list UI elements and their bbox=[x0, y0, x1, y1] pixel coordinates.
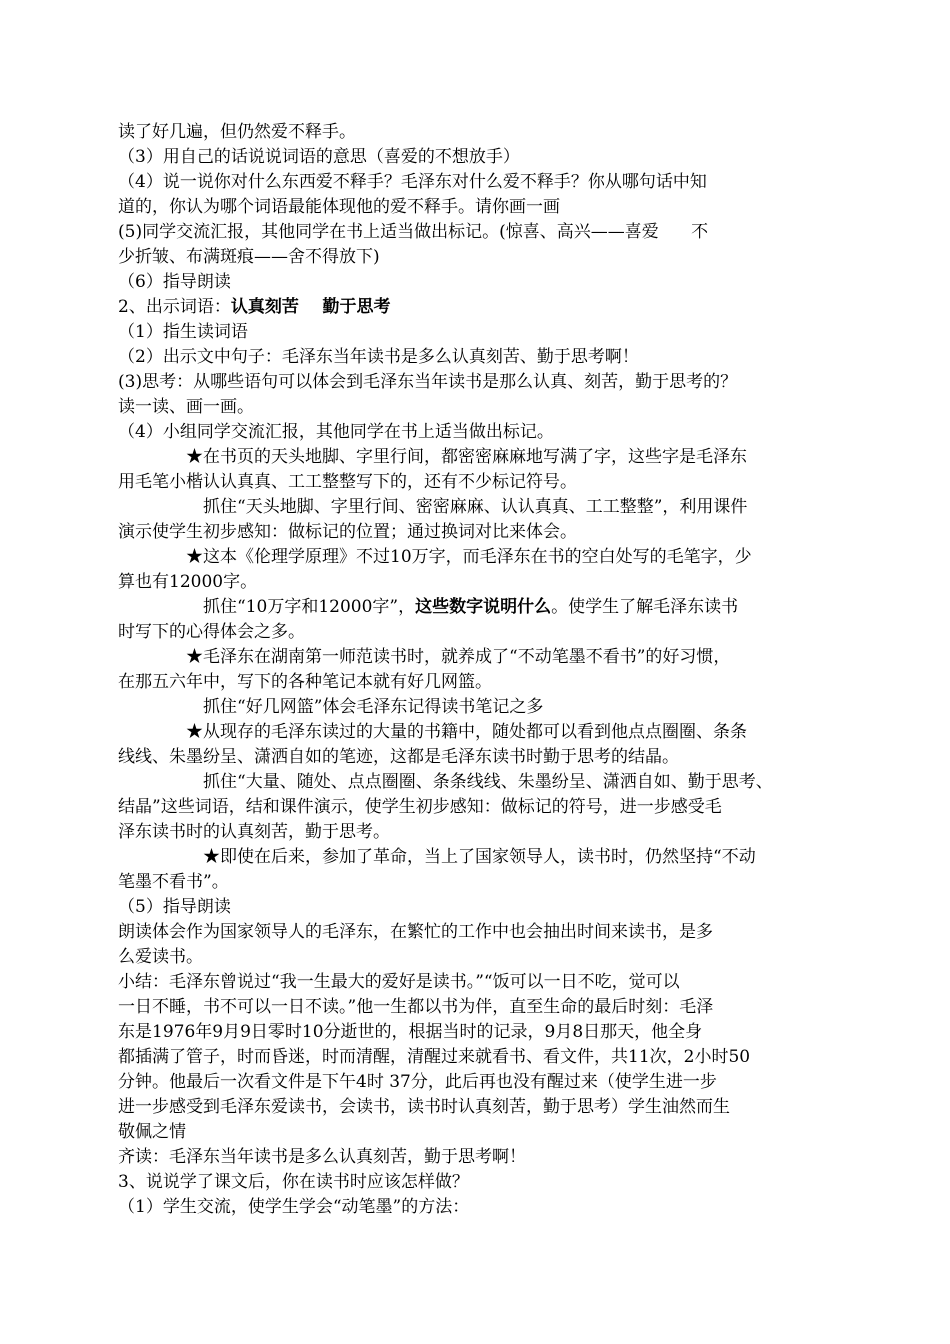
text-line: 用毛笔小楷认认真真、工工整整写下的，还有不少标记符号。 bbox=[118, 472, 577, 492]
text-line: 进一步感受到毛泽东爱读书，会读书，读书时认真刻苦，勤于思考）学生油然而生 bbox=[118, 1097, 730, 1117]
text-line: (5)同学交流汇报，其他同学在书上适当做出标记。(惊喜、高兴——喜爱 不 bbox=[118, 222, 709, 242]
text-line: 笔墨不看书”。 bbox=[118, 872, 229, 892]
star-item: ★这本《伦理学原理》不过10万字，而毛泽东在书的空白处写的毛笔字，少 bbox=[186, 547, 752, 567]
analysis-suffix: 。使学生了解毛泽东读书 bbox=[551, 597, 739, 617]
star-item: ★从现存的毛泽东读过的大量的书籍中，随处都可以看到他点点圈圈、条条 bbox=[186, 722, 747, 742]
text-line: 算也有12000字。 bbox=[118, 572, 258, 592]
text-line: 敬佩之情 bbox=[118, 1122, 186, 1142]
text-line: （4）小组同学交流汇报，其他同学在书上适当做出标记。 bbox=[118, 422, 554, 442]
text-line: 朗读体会作为国家领导人的毛泽东，在繁忙的工作中也会抽出时间来读书，是多 bbox=[118, 922, 713, 942]
text-line: 泽东读书时的认真刻苦，勤于思考。 bbox=[118, 822, 390, 842]
heading-prefix: 2、出示词语： bbox=[118, 297, 231, 317]
text-line: 在那五六年中，写下的各种笔记本就有好几网篮。 bbox=[118, 672, 492, 692]
section-heading-2 bbox=[118, 295, 818, 320]
text-line: （1）学生交流，使学生学会“动笔墨”的方法： bbox=[118, 1197, 470, 1217]
analysis-question: 这些数字说明什么 bbox=[415, 597, 552, 617]
text-line: 分钟。他最后一次看文件是下午4时 37分，此后再也没有醒过来（使学生进一步 bbox=[118, 1072, 717, 1092]
analysis-line bbox=[118, 595, 818, 620]
text-line: （2）出示文中句子：毛泽东当年读书是多么认真刻苦、勤于思考啊！ bbox=[118, 347, 639, 367]
text-line: 一日不睡，书不可以一日不读。”他一生都以书为伴，直至生命的最后时刻：毛泽 bbox=[118, 997, 714, 1017]
star-item: ★即使在后来，参加了革命，当上了国家领导人，读书时，仍然坚持“不动 bbox=[203, 847, 756, 867]
text-line: 读了好几遍，但仍然爱不释手。 bbox=[118, 122, 356, 142]
key-words: 认真刻苦 勤于思考 bbox=[230, 297, 391, 317]
star-item: ★毛泽东在湖南第一师范读书时，就养成了“不动笔墨不看书”的好习惯， bbox=[186, 647, 731, 667]
analysis-line: 抓住“好几网篮”体会毛泽东记得读书笔记之多 bbox=[203, 697, 544, 717]
analysis-prefix: 抓住“10万字和12000字”， bbox=[203, 597, 416, 617]
text-line: 线线、朱墨纷呈、潇洒自如的笔迹，这都是毛泽东读书时勤于思考的结晶。 bbox=[118, 747, 679, 767]
summary-line: 小结：毛泽东曾说过“我一生最大的爱好是读书。”“饭可以一日不吃，觉可以 bbox=[118, 972, 680, 992]
analysis-line: 抓住“大量、随处、点点圈圈、条条线线、朱墨纷呈、潇洒自如、勤于思考、 bbox=[203, 772, 773, 792]
analysis-line: 抓住“天头地脚、字里行间、密密麻麻、认认真真、工工整整”，利用课件 bbox=[203, 497, 748, 517]
text-line: 时写下的心得体会之多。 bbox=[118, 622, 305, 642]
text-line: （1）指生读词语 bbox=[118, 322, 248, 342]
text-line: 东是1976年9月9日零时10分逝世的，根据当时的记录，9月8日那天，他全身 bbox=[118, 1022, 703, 1042]
text-line: 结晶”这些词语，结和课件演示，使学生初步感知：做标记的符号，进一步感受毛 bbox=[118, 797, 722, 817]
document-page bbox=[118, 120, 818, 1220]
text-line: （4）说一说你对什么东西爱不释手？毛泽东对什么爱不释手？你从哪句话中知 bbox=[118, 172, 707, 192]
star-item: ★在书页的天头地脚、字里行间，都密密麻麻地写满了字，这些字是毛泽东 bbox=[186, 447, 747, 467]
text-line: （5）指导朗读 bbox=[118, 897, 231, 917]
text-line: 道的，你认为哪个词语最能体现他的爱不释手。请你画一画 bbox=[118, 197, 560, 217]
section-heading-3: 3、说说学了课文后，你在读书时应该怎样做？ bbox=[118, 1172, 469, 1192]
text-line: 都插满了管子，时而昏迷，时而清醒，清醒过来就看书、看文件，共11次，2小时50 bbox=[118, 1047, 751, 1067]
text-line: 少折皱、布满斑痕——舍不得放下) bbox=[118, 247, 380, 267]
text-line: （6）指导朗读 bbox=[118, 272, 231, 292]
text-line: 演示使学生初步感知：做标记的位置；通过换词对比来体会。 bbox=[118, 522, 577, 542]
text-line: 么爱读书。 bbox=[118, 947, 203, 967]
text-line: 读一读、画一画。 bbox=[118, 397, 254, 417]
text-line: (3)思考：从哪些语句可以体会到毛泽东当年读书是那么认真、刻苦，勤于思考的？ bbox=[118, 372, 738, 392]
text-line: （3）用自己的话说说词语的意思（喜爱的不想放手） bbox=[118, 147, 520, 167]
text-line: 齐读：毛泽东当年读书是多么认真刻苦，勤于思考啊！ bbox=[118, 1147, 526, 1167]
